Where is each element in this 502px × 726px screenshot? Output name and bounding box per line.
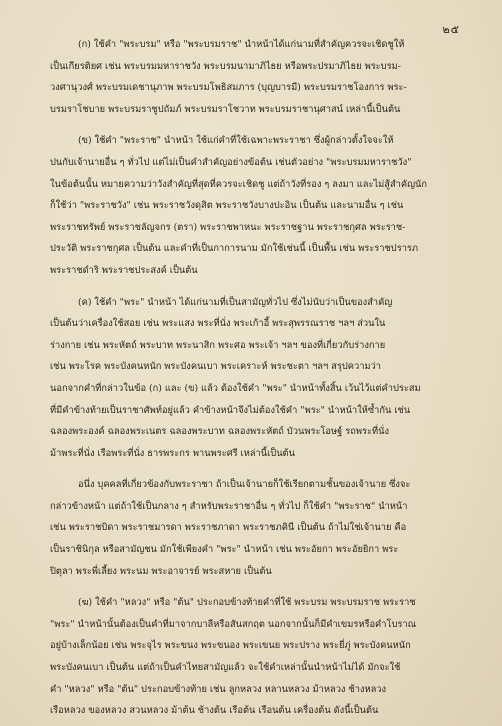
text-line: เช่น พระราชบิดา พระราชมารดา พระราชภาดา พระราชภคินี เป็นต้น ถ้าไม่ใช่เจ้านาย คือ xyxy=(50,522,407,534)
text-line: กล่าวข้างหน้า แต่ถ้าใช้เป็นกลาง ๆ สำหรับพระราชาอื่น ๆ ทั่วไป ก็ใช้คำ "พระราช" นำหน้า xyxy=(50,500,408,512)
text-line: (ก) ใช้คำ "พระบรม" หรือ "พระบรมราช" นำหน้าได้แก่นามที่สำคัญควรจะเชิดชูให้ xyxy=(78,39,405,50)
text-line: อนึ่ง บุคคลที่เกี่ยวข้องกับพระราชา ถ้าเป็นเจ้านายก็ใช้เรียกตามชั้นของเจ้านาย ซึ่งจะ xyxy=(78,479,411,491)
paragraph-list xyxy=(50,34,460,722)
text-line: พระบังคนเบา เป็นต้น แต่ถ้าเป็นคำไทยสามัญแล้ว จะใช้คำเหล่านั้นนำหน้าไม่ได้ มักจะใช้ xyxy=(50,662,401,674)
text-line: ปิตุลา พระพี่เลี้ยง พระนม พระอาจารย์ พระสหาย เป็นต้น xyxy=(50,565,272,577)
text-line: (ค) ใช้คำ "พระ" นำหน้า ได้แก่นามที่เป็นสามัญทั่วไป ซึ่งไม่นับว่าเป็นของสำคัญ xyxy=(78,296,393,308)
text-line: ร่างกาย เช่น พระหัตถ์ พระบาท พระนาสิก พระศอ พระเจ้า ฯลฯ ของที่เกี่ยวกับร่างกาย xyxy=(50,339,386,351)
paragraph xyxy=(50,474,460,582)
text-line: คำ "หลวง" หรือ "ต้น" ประกอบข้างท้าย เช่น ลูกหลวง หลานหลวง ม้าหลวง ช้างหลวง xyxy=(50,683,387,695)
text-line: เช่น พระโรค พระบังคนหนัก พระบังคนเบา พระเคราะห์ พระชะตา ฯลฯ สรุปความว่า xyxy=(50,361,381,373)
page-number: ๒๕ xyxy=(442,23,460,36)
text-line: พระราชทรัพย์ พระราชลัญจกร (ตรา) พระราชพาหนะ พระราชฐาน พระราชกุศล พระราช- xyxy=(50,221,406,233)
text-line: (ฆ) ใช้คำ "หลวง" หรือ "ต้น" ประกอบข้างท้ายคำที่ใช้ พระบรม พระบรมราช พระราช xyxy=(78,597,416,609)
text-line: อยู่บ้างเล็กน้อย เช่น พระจุไร พระขนง พระขนอง พระเขนย พระปราง พระยี่ภู่ พระบังคนหนัก xyxy=(50,640,411,652)
text-line: ที่มีคำข้างท้ายเป็นราชาศัพท์อยู่แล้ว คำข้างหน้าจึงไม่ต้องใช้คำ "พระ" นำหน้าให้ซ้ำกัน เช่น xyxy=(50,404,411,416)
text-line: ประวัติ พระราชกุศล เป็นต้น และคำที่เป็นกาการนาม มักใช้เช่นนี้ เป็นพื้น เช่น พระราชปรารภ xyxy=(50,243,419,255)
text-line: ม้าพระที่นั่ง เรือพระที่นั่ง ธารพระกร พานพระศรี เหล่านี้เป็นต้น xyxy=(50,447,295,459)
paragraph xyxy=(50,130,460,281)
text-line: พระราชดำริ พระราชประสงค์ เป็นต้น xyxy=(50,264,198,276)
text-line: นอกจากคำที่กล่าวในข้อ (ก) และ (ข) แล้ว ต้องใช้คำ "พระ" นำหน้าทั้งสิ้น เว้นไว้แต่คำประสม xyxy=(50,382,421,394)
paragraph xyxy=(50,34,460,120)
text-line: ปนกับเจ้านายอื่น ๆ ทั่วไป แต่ไม่เป็นคำสำคัญอย่างข้อต้น เช่นตัวอย่าง "พระบรมมหาราชวัง" xyxy=(50,156,412,168)
text-line: ฉลองพระองค์ ฉลองพระเนตร ฉลองพระบาท ฉลองพระหัตถ์ บัวนพระโอษฐ์ รถพระที่นั่ง xyxy=(50,426,389,438)
text-line: เป็นราชินิกุล หรือสามัญชน มักใช้เพียงคำ "พระ" นำหน้า เช่น พระอัยกา พระอัยยิกา พระ xyxy=(50,544,399,556)
text-line: เป็นเกียรติยศ เช่น พระบรมมหาราชวัง พระบรมนามาภิไธย หรือพระปรมาภิไธย พระบรม- xyxy=(50,60,401,72)
paragraph xyxy=(50,592,460,722)
text-line: ในข้อต้นนั้น หมายความว่าวังสำคัญที่สุดที่ควรจะเชิดชู แต่ถ้าวังที่รอง ๆ ลงมา และไม่สู้สำคัญนัก xyxy=(50,178,427,190)
text-line: วงศานุวงศ์ พระบรมเดชานุภาพ พระบรมโพธิสมภาร (บุญบารมี) พระบรมราชโองการ พระ- xyxy=(50,82,407,94)
text-line: เรือหลวง ของหลวง สวนหลวง ม้าต้น ช้างต้น เรือต้น เรือนต้น เครื่องต้น ดังนี้เป็นต้น xyxy=(50,705,379,717)
text-line: ก็ใช้ว่า "พระราชวัง" เช่น พระราชวังดุสิต พระราชวังบางปะอิน เป็นต้น และนามอื่น ๆ เช่น xyxy=(50,200,404,212)
text-line: เป็นต้นว่าเครื่องใช้สอย เช่น พระแสง พระที่นั่ง พระเก้าอี้ พระสุพรรณราช ฯลฯ ส่วนใน xyxy=(50,318,386,330)
text-line: บรมราโชบาย พระบรมราชูปถัมภ์ พระบรมราโชวาท พระบรมราชานุศาสน์ เหล่านี้เป็นต้น xyxy=(50,103,401,115)
text-line: (ข) ใช้คำ "พระราช" นำหน้า ใช้แก่คำที่ใช้เฉพาะพระราชา ซึ่งผู้กล่าวตั้งใจจะให้ xyxy=(78,135,394,147)
paragraph xyxy=(50,292,460,465)
text-line: "พระ" นำหน้านั้นต้องเป็นคำที่มาจากบาลีหรือสันสกฤต นอกจากนั้นก็มีคำเขมรหรือคำโบราณ xyxy=(50,618,417,630)
